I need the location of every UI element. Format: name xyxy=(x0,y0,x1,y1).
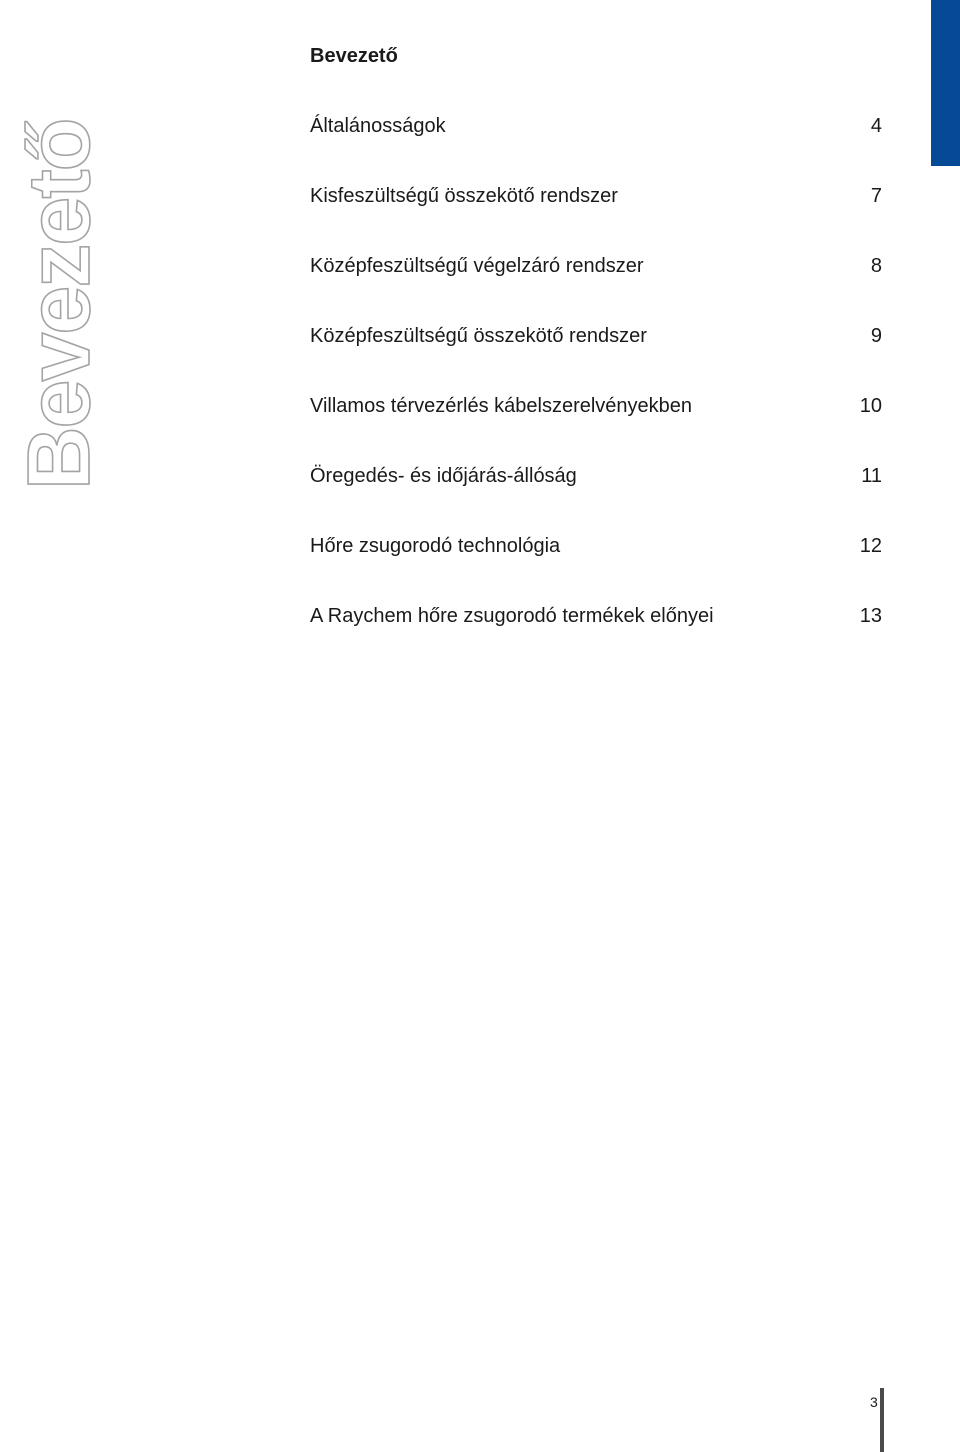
side-title: Bevezető xyxy=(9,119,108,490)
toc-item-raychem-elonyei[interactable] xyxy=(310,604,882,674)
toc-item-title: Villamos térvezérlés kábelszerelvényekben xyxy=(310,395,693,417)
toc-item-kozepfeszultsegu-osszekoto[interactable] xyxy=(310,324,882,394)
toc-item-page: 13 xyxy=(859,605,882,627)
section-tab xyxy=(931,0,960,166)
table-of-contents xyxy=(310,114,882,674)
toc-item-page: 9 xyxy=(870,325,882,347)
toc-item-title: Középfeszültségű összekötő rendszer xyxy=(310,325,647,347)
toc-item-hore-zsugorodo-technologia[interactable] xyxy=(310,534,882,604)
toc-item-villamos-tervezerles[interactable] xyxy=(310,394,882,464)
toc-item-page: 8 xyxy=(870,255,882,277)
toc-item-title: Középfeszültségű végelzáró rendszer xyxy=(310,255,644,277)
toc-item-title: Öregedés- és időjárás-állóság xyxy=(310,465,577,487)
toc-item-title: Kisfeszültségű összekötő rendszer xyxy=(310,185,618,207)
page-number: 3 xyxy=(870,1394,878,1410)
page-title: Bevezető xyxy=(310,45,398,67)
page-marker xyxy=(880,1388,884,1452)
toc-item-page: 10 xyxy=(859,395,882,417)
toc-item-page: 7 xyxy=(870,185,882,207)
toc-item-page: 11 xyxy=(861,465,882,487)
toc-item-title: Hőre zsugorodó technológia xyxy=(310,535,561,557)
toc-item-page: 12 xyxy=(859,535,882,557)
toc-item-oregedes[interactable] xyxy=(310,464,882,534)
toc-item-kisfeszultsegu-osszekoto[interactable] xyxy=(310,184,882,254)
toc-item-page: 4 xyxy=(870,115,882,137)
toc-item-kozepfeszultsegu-vegelzaro[interactable] xyxy=(310,254,882,324)
toc-item-title: A Raychem hőre zsugorodó termékek előnyei xyxy=(310,605,714,627)
toc-item-title: Általánosságok xyxy=(310,115,446,137)
toc-item-altalanossagok[interactable] xyxy=(310,114,882,184)
